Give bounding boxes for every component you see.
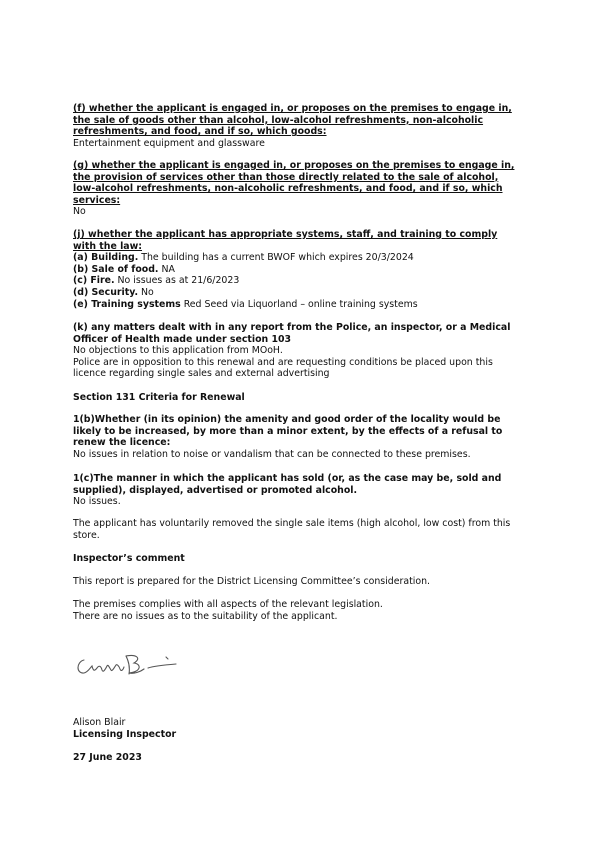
section-k-body-line: Police are in opposition to this renewal and are requesting conditions be placed upon this bbox=[73, 356, 493, 368]
signoff-block bbox=[73, 717, 541, 740]
section-j-item bbox=[73, 299, 541, 311]
comment-line: This report is prepared for the District Licensing Committee’s consideration. bbox=[73, 576, 431, 587]
section-g-heading-line: services: bbox=[73, 194, 121, 206]
signoff-date-block bbox=[73, 752, 541, 764]
criteria-1c-heading-line: 1(c)The manner in which the applicant has sold (or, as the case may be, sold and bbox=[73, 473, 502, 484]
comment-line-1-block bbox=[73, 576, 541, 588]
section-j-item-label: (b) Sale of food. bbox=[73, 263, 159, 275]
section-j-item bbox=[73, 252, 541, 264]
criteria-title: Section 131 Criteria for Renewal bbox=[73, 392, 245, 403]
section-j-item-text: No bbox=[138, 286, 154, 298]
section-j-item-label: (e) Training systems bbox=[73, 298, 181, 310]
section-g-answer: No bbox=[73, 206, 86, 218]
section-j-item-label: (c) Fire. bbox=[73, 275, 115, 287]
handwritten-signature bbox=[74, 648, 184, 682]
section-k-heading-line: (k) any matters dealt with in any report from the Police, an inspector, or a Medical bbox=[73, 322, 511, 333]
removed-items-paragraph bbox=[73, 518, 541, 541]
criteria-1b-answer: No issues in relation to noise or vandalism that can be connected to these premises. bbox=[73, 448, 471, 460]
section-g-heading-line: the provision of services other than those directly related to the sale of alcohol, bbox=[73, 171, 499, 183]
section-j-item-label: (a) Building. bbox=[73, 252, 139, 264]
criteria-1c-answer: No issues. bbox=[73, 496, 121, 508]
removed-items-line: The applicant has voluntarily removed the single sale items (high alcohol, low cost) from this bbox=[73, 518, 511, 529]
inspector-comment-title-block bbox=[73, 553, 541, 565]
section-k-heading-line: Officer of Health made under section 103 bbox=[73, 333, 292, 345]
section-f-heading-line: refreshments, and food, and if so, which goods: bbox=[73, 126, 327, 138]
section-g bbox=[73, 160, 541, 218]
criteria-1b bbox=[73, 414, 541, 460]
signoff-name: Alison Blair bbox=[73, 717, 126, 728]
section-j-item bbox=[73, 287, 541, 299]
criteria-1c bbox=[73, 473, 541, 508]
inspector-comment-title: Inspector’s comment bbox=[73, 553, 185, 564]
signoff-date: 27 June 2023 bbox=[73, 752, 142, 763]
section-j-item-text: The building has a current BWOF which expires 20/3/2024 bbox=[138, 252, 414, 264]
section-j-heading-line: with the law: bbox=[73, 240, 143, 252]
comment-line: There are no issues as to the suitability of the applicant. bbox=[73, 610, 338, 622]
criteria-1c-heading-line: supplied), displayed, advertised or promoted alcohol. bbox=[73, 484, 358, 496]
section-f bbox=[73, 103, 541, 149]
section-j-item-text: Red Seed via Liquorland – online training systems bbox=[180, 298, 418, 310]
section-f-answer: Entertainment equipment and glassware bbox=[73, 137, 265, 149]
criteria-1b-heading-line: 1(b)Whether (in its opinion) the amenity and good order of the locality would be bbox=[73, 414, 501, 425]
criteria-1b-heading-line: renew the licence: bbox=[73, 437, 171, 449]
criteria-section bbox=[73, 392, 541, 404]
removed-items-line: store. bbox=[73, 529, 100, 541]
section-k-body-line: licence regarding single sales and external advertising bbox=[73, 368, 330, 380]
section-f-heading-line: the sale of goods other than alcohol, low-alcohol refreshments, non-alcoholic bbox=[73, 114, 484, 126]
criteria-1b-heading-line: likely to be increased, by more than a minor extent, by the effects of a refusal to bbox=[73, 425, 503, 437]
section-k-body-line: No objections to this application from MOoH. bbox=[73, 345, 283, 357]
section-f-heading-line: (f) whether the applicant is engaged in, or proposes on the premises to engage in, bbox=[73, 103, 512, 114]
signoff-role: Licensing Inspector bbox=[73, 728, 177, 740]
section-j-heading-line: (j) whether the applicant has appropriate systems, staff, and training to comply bbox=[73, 229, 498, 240]
section-j-item-text: No issues as at 21/6/2023 bbox=[114, 275, 240, 287]
section-j-item bbox=[73, 275, 541, 287]
section-g-heading-line: low-alcohol refreshments, non-alcoholic refreshments, and food, and if so, which bbox=[73, 183, 503, 195]
section-g-heading-line: (g) whether the applicant is engaged in, or proposes on the premises to engage in, bbox=[73, 160, 515, 171]
section-j bbox=[73, 229, 541, 310]
section-j-item-label: (d) Security. bbox=[73, 286, 139, 298]
comment-lines-block bbox=[73, 599, 541, 622]
section-j-item-text: NA bbox=[158, 263, 175, 275]
comment-line: The premises complies with all aspects of the relevant legislation. bbox=[73, 599, 383, 610]
section-j-item bbox=[73, 264, 541, 276]
section-k bbox=[73, 322, 541, 380]
